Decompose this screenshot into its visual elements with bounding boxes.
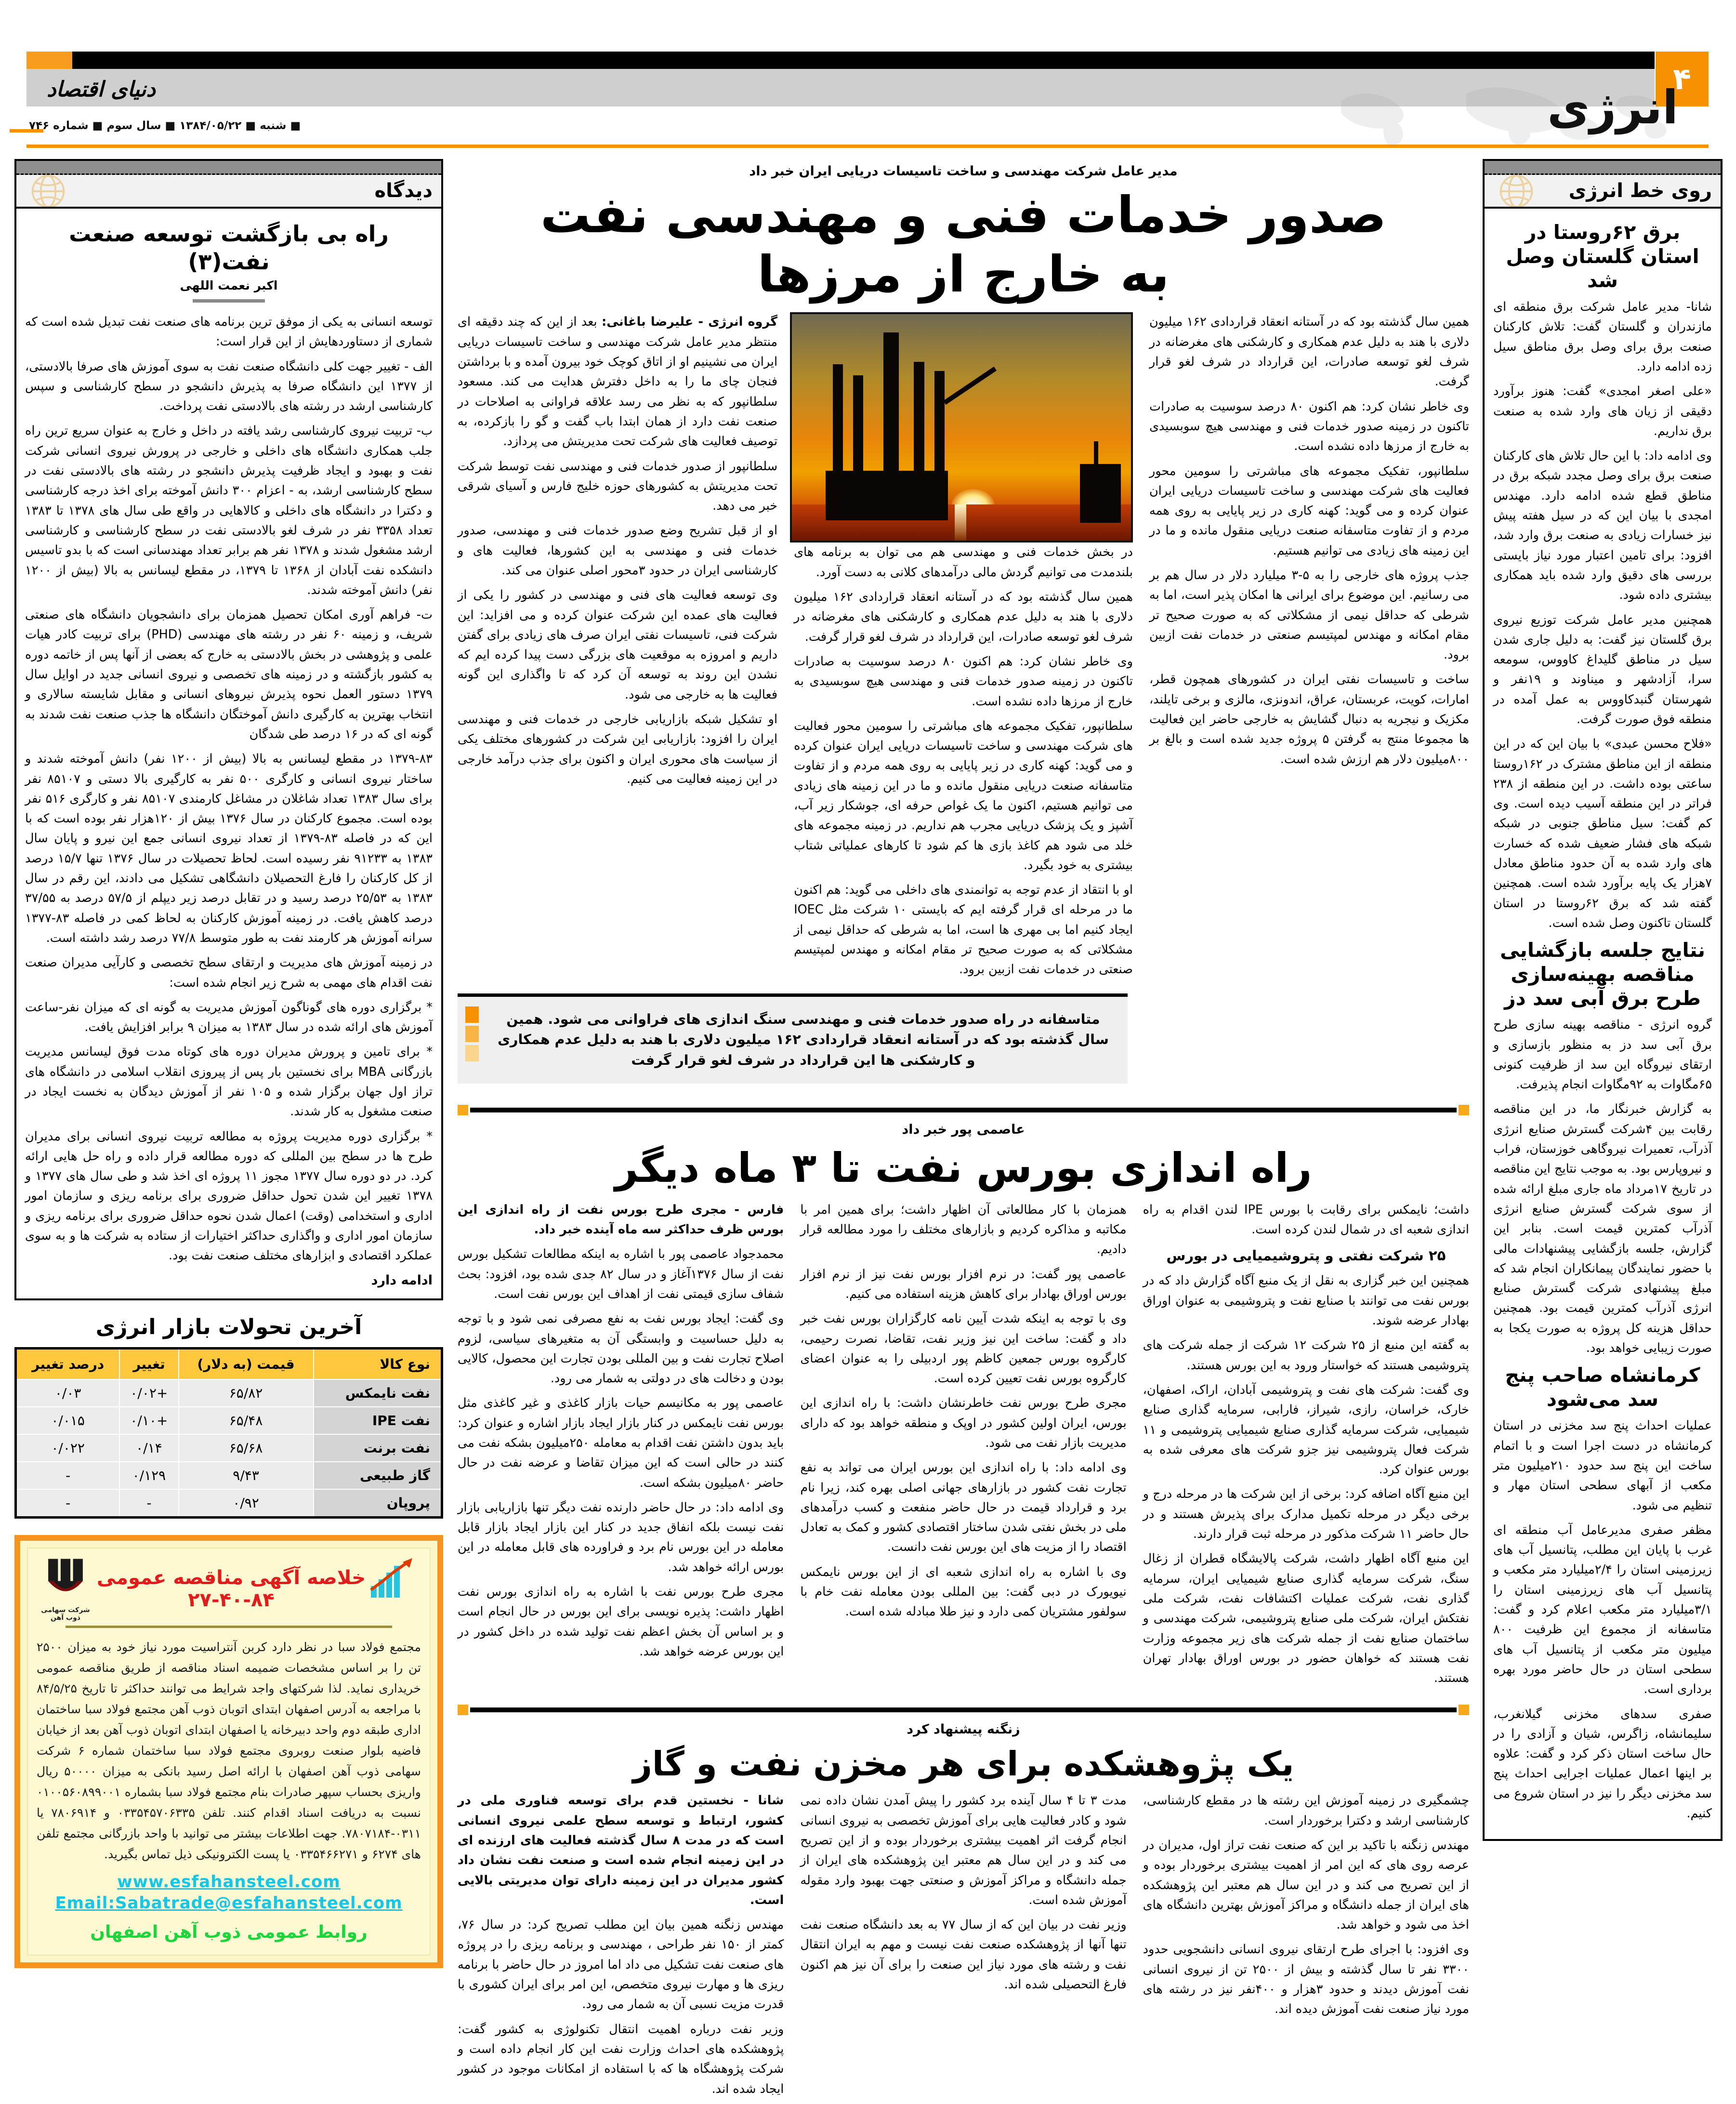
second-paragraph: وی با اشاره به راه اندازی شعبه ای از این بورس نایمکس نیویورک در دبی گفت: بین المللی بودن معامله نفت خام با سولفور مشتریان کمی دارد و نیز طلا مبادله شده است. <box>800 1564 1127 1619</box>
second-article-col-3 <box>1143 1200 1469 1694</box>
divider-cap-right <box>1459 1705 1469 1715</box>
steel-logo-mark <box>37 1556 94 1604</box>
sidebar-item-kermanshah-dams <box>1493 1363 1712 1824</box>
third-article-col-3 <box>1143 1791 1469 2024</box>
third-lead-paragraph <box>458 1791 784 1910</box>
page-number: ۴ <box>1673 61 1691 96</box>
cell-price: ۶۵/۶۸ <box>179 1434 314 1462</box>
second-paragraph: عاصمی پور به مکانیسم حیات بازار کاغذی و غیر کاغذی مثل بورس نفت نایمکس در کنار بازار ایجاد بازار اشاره و عنوان کرد: باید بدون داشتن نفت اقدام به معامله ۲۵۰میلیون بشکه نفت می کنند در حالی است که این میزان تقاضا و عرضه نفت در حال حاضر ۸۰میلیون بشکه است. <box>458 1396 784 1490</box>
second-article-col-1 <box>458 1200 784 1667</box>
table-row <box>16 1462 442 1489</box>
ad-header <box>37 1556 421 1622</box>
main-paragraph: جذب پروژه های خارجی را به ۵-۳ میلیارد دلار در سال هم بر می رسانیم. این موضوع برای ایرانی ها امکان پذیر است، اما به شرطی که حداقل نیمی از مشکلاتی که به صورت صحیح تر مقام امکانه و مهندس لمپتیسم صنعتی در خدمات نفت ازبین برود. <box>1149 568 1469 662</box>
section-flag-energy-line <box>1483 159 1723 209</box>
second-paragraph: این منبع آگاه اظهار داشت، شرکت پالایشگاه قطران از زغال سنگ، شرکت سرمایه گذاری صنایع شیمیایی ایران، سرمایه گذاری نفت، شرکت عملیات اکتشافات نفت، شرکت ملی نفتکش ایران، شرکت ملی صنایع پتروشیمی، شرکت مهندسی و ساختمان صنایع نفت از جمله شرکت های زیر مجموعه وزارت نفت هستند که خواهان حضور در بورس اوراق بهادار تهران هستند. <box>1143 1551 1469 1686</box>
main-content-column <box>458 159 1469 2104</box>
cell-pct: ۰/۰۱۵ <box>16 1407 120 1434</box>
th-price: قیمت (به دلار) <box>179 1348 314 1379</box>
second-paragraph: وی گفت: شرکت های نفت و پتروشیمی آبادان، اراک، اصفهان، خارک، خراسان، رازی، شیراز، فارابی، سرمایه گذاری صنایع شیمیایی، شرکت سرمایه گذاری صنایع شیمیایی پتروشیمی و ۱۱ شرکت فعال پتروشیمی نیز جزو شرکت های معرفی شده به بورس عنوان کرد. <box>1143 1382 1469 1477</box>
section-divider <box>458 1105 1469 1115</box>
ad-logo <box>37 1556 94 1622</box>
main-article-kicker: مدیر عامل شرکت مهندسی و ساخت تاسیسات دریایی ایران خبر داد <box>749 164 1178 179</box>
ad-website-link[interactable]: www.esfahansteel.com <box>117 1872 341 1892</box>
byline: گروه انرژی - علیرضا باغانی: <box>602 315 778 330</box>
second-lead-paragraph <box>458 1200 784 1240</box>
sidebar-paragraph: گروه انرژی - مناقصه بهینه سازی طرح برق آبی سد دز به منظور بازسازی و ارتقای نیروگاه این سد از ظرفیت کنونی ۶۵مگاوات به ۹۲مگاوات انجام پذیرفت. <box>1493 1018 1712 1092</box>
table-row <box>16 1489 442 1518</box>
chip-2 <box>465 1026 479 1042</box>
oil-rig-sunset-photo <box>790 312 1133 543</box>
third-article-headline: یک پژوهشکده برای هر مخزن نفت و گاز <box>632 1744 1294 1784</box>
rig-platform <box>826 471 947 520</box>
main-paragraph: وی خاطر نشان کرد: هم اکنون ۸۰ درصد سوسیت به صادرات تاکنون در زمینه صدور خدمات فنی و مهندسی هیچ سوبسیدی به خارج از مرزها داده نشده است. <box>794 654 1133 709</box>
cell-pct: ۰/۰۳ <box>16 1379 120 1407</box>
section-flag-opinion <box>14 159 443 209</box>
second-lead: فارس - مجری طرح بورس نفت از راه اندازی این بورس ظرف حداکثر سه ماه آینده خبر داد. <box>458 1202 784 1237</box>
opinion-author: اکبر نعمت اللهی <box>180 278 278 292</box>
table-row <box>16 1434 442 1462</box>
chip-3 <box>465 1045 479 1061</box>
second-article-subhead: ۲۵ شرکت نفتی و پتروشیمیایی در بورس <box>1166 1247 1446 1264</box>
third-paragraph: وزیر نفت درباره اهمیت انتقال تکنولوژی به کشور گفت: پژوهشکده های احداث وزارت نفت این کار انجام داده است و شرکت پژوهشگاه ها که با استفاده از امکانات موجود در کشور ایجاد شده اند. <box>458 2022 784 2096</box>
ad-title: خلاصه آگهی مناقصه عمومی ۸۴-۴۰-۲۷ <box>96 1566 366 1611</box>
sidebar-paragraph: شانا- مدیر عامل شرکت برق منطقه ای مازندران و گلستان گفت: تلاش کارکنان صنعت برق برای وصل برق مناطق سیل زده ادامه دارد. <box>1493 300 1712 374</box>
third-paragraph: وزیر نفت در بیان این که از سال ۷۷ به بعد دانشگاه صنعت نفت تنها آنها از پژوهشکده صنعت نفت نیست و مهم به ایران انتقال نفت و رشته های مورد نیاز این صنعت را برای آن نیز هم اکنون فارغ التحصیلی شده اند. <box>800 1918 1127 1992</box>
opinion-paragraph: توسعه انسانی به یکی از موفق ترین برنامه های صنعت نفت تبدیل شده است که شماری از دستاوردهایش از این قرار است: <box>25 315 433 349</box>
main-article-col-right <box>458 312 777 794</box>
ad-divider <box>66 1626 392 1628</box>
paper-logo: دنیای اقتصاد <box>47 77 156 102</box>
pull-quote-chips <box>465 1006 479 1064</box>
cell-change: ۰/۱۴ <box>119 1434 178 1462</box>
main-paragraph: او از قبل تشریح وضع صدور خدمات فنی و مهندسی، صدور خدمات فنی و مهندسی به این کشورها، فعالیت های و کارشناسی ایران در حدود ۳محور اصلی عنوان می کند. <box>458 523 778 578</box>
third-paragraph: وی افزود: با اجرای طرح ارتقای نیروی انسانی دانشجویی حدود ۳۳۰۰ نفر تا سال گذشته و بیش از ۲۵۰۰ تن از نیروی انسانی نفت آموزش دیدند و حدود ۳هزار و ۴۰۰نفر نیز در رشته های مورد نیاز صنعت نفت آموزش دیده اند. <box>1143 1942 1469 2017</box>
cell-price: ۶۵/۸۲ <box>179 1379 314 1407</box>
cell-price: ۶۵/۴۸ <box>179 1407 314 1434</box>
pull-quote-box <box>458 993 1128 1084</box>
third-paragraph: مهندس زنگنه همین بیان این مطلب تصریح کرد: در سال ۷۶، کمتر از ۱۵۰ نفر طراحی ، مهندسی و برنامه ریزی را در پروژه های صنعت نفت تشکیل می داد اما امروز در حال حاضر با برنامه ریزی ها و مهارت نیروی متخصص، این امر برای ایران کشوری با قدرت مزیت نسبی آن به شمار می رود. <box>458 1918 784 2012</box>
main-paragraph: سلطانپور، تفکیک مجموعه های مباشرتی را سومین محور فعالیت های شرکت مهندسی و ساخت تاسیسات دریایی ایران عنوان کرده و می گوید: کهنه کاری در زیر پایایی به روی همه مردم و از تفاوت متاسفانه صنعت دریایی منقول مانده و ما در این زمینه های زیادی می توانیم هستیم. <box>1149 463 1469 558</box>
cell-commodity: نفت IPE <box>314 1407 442 1434</box>
third-lead: شانا - نخستین قدم برای توسعه فناوری ملی در کشور، ارتباط و توسعه سطح علمی نیروی انسانی است که در مدت ۸ سال گذشته فعالیت های ارزنده ای در این زمینه انجام شده است و صنعت نفت نشان داد کشور مدیران در این زمینه دارای توان مدیریتی بالایی است. <box>458 1793 784 1907</box>
main-paragraph: او با انتقاد از عدم توجه به توانمندی های داخلی می گوید: هم اکنون ما در مرحله ای قرار گرفته ایم که بایستی ۱۰ شرکت مثل IOEC ایجاد کنیم اما بی مهری ها است، اما به شرطی که حداقل نیمی از مشکلاتی که به صورت صحیح تر مقام امکانه و مهندس لمپتیسم صنعتی در خدمات نفت ازبین برود. <box>794 883 1133 977</box>
second-paragraph: محمدجواد عاصمی پور با اشاره به اینکه مطالعات تشکیل بورس نفت از سال ۱۳۷۶آغاز و در سال ۸۲ جدی شده بود، افزود: بحث شفاف سازی قیمتی نفت از اهداف این بورس نفت است. <box>458 1247 784 1301</box>
third-paragraph: مدت ۳ تا ۴ سال آینده برد کشور را پیش آمدن نشان داده نمی شود و کادر فعالیت هایی برای آموزش تخصصی به نیروی انسانی انجام گرفت اثر اهمیت بیشتری برخوردار بوده و از این تصریح می کند و در این سال هم معتبر این پژوهشکده های ایران از جمله دانشگاه و مراکز آموزش و صنعتی جهت بهبود وارد مقوله آموزش شده است. <box>800 1793 1127 1907</box>
ad-body-text: مجتمع فولاد سبا در نظر دارد کربن آنتراسیت مورد نیاز خود به میزان ۲۵۰۰ تن را بر اساس مشخصات ضمیمه اسناد مناقصه از طریق مناقصه عمومی خریداری نماید. لذا شرکتهای واجد شرایط می توانند حداکثر تا تاریخ ۸۴/۵/۲۵ با مراجعه به آدرس اصفهان ابتدای اتوبان ذوب آهن مجتمع فولاد سبا ساختمان اداری طبقه دوم واحد دبیرخانه یا اصفهان ابتدای اتوبان ذوب آهن بعد از خیابان فاضیه بلوار صنعت روبروی مجتمع فولاد سبا ساختمان شماره ۶ شرکت سهامی ذوب آهن اصفهان با ارائه اصل رسید بانکی به میزان ۵۰۰۰۰ ریال واریزی بحساب سپهر صادرات بنام مجتمع فولاد سبا بشماره ۰۱۰۰۵۶۰۸۹۹۰۰۱ نسبت به دریافت اسناد اقدام کنند. تلفن ۰۳۳۵۴۵۷۰۶۳۳۵ و ۷۸۰۶۹۱۴ یا ۰۳۱۱-۷۸۰۷۱۸۴. جهت اطلاعات بیشتر می توانید با واحد بازرگانی مجتمع تلفن های ۶۲۷۴ و ۰۳۳۵۴۶۶۲۷۱ یا پست الکترونیکی ذیل تماس بگیرید. <box>37 1640 421 1861</box>
cell-commodity: نفت نایمکس <box>314 1379 442 1407</box>
main-paragraph: وی خاطر نشان کرد: هم اکنون ۸۰ درصد سوسیت به صادرات تاکنون در زمینه صدور خدمات فنی و مهندسی هیچ سوبسیدی به خارج از مرزها داده نشده است. <box>1149 399 1469 454</box>
th-change: تغییر <box>119 1348 178 1379</box>
opinion-paragraph: ب- تربیت نیروی کارشناسی رشد یافته در داخل و خارج به عنوان سریع ترین راه جلب همکاری دانشگاه های داخلی و خارجی در پرورش نیروی انسانی شرکت نفت و بهبود و ایجاد ظرفیت پذیرش دانشجو در رشته های بالادستی نفت در سطح کارشناسی ارشد، به - اعزام ۳۰۰ دانش آموخته برای اخذ درجه کارشناسی و دکترا در دانشگاه های داخلی و کالاهایی در واقع طی سال های ۱۳۷۸ تا ۱۳۸۳ تعداد ۳۳۵۸ نفر در شرف لغو بالادستی نفت در سطح کارشناسی و کارشناسی ارشد مشغول شدند و ۱۳۷۸ نفر هم برابر تعداد مهندسانی است که با بدو تاسیس دانشکده نفت آبادان از ۱۳۶۸ تا ۱۳۷۹، در مقطع لیسانس به بالا (بیش از ۱۲۰۰ نفر) دانش آموخته شدند. <box>25 423 433 597</box>
second-article <box>458 1122 1469 1693</box>
ad-logo-caption: شرکت سهامی ذوب آهن <box>41 1606 90 1622</box>
sidebar-paragraph: همچنین مدیر عامل شرکت توزیع نیروی برق گلستان نیز گفت: به دلیل جاری شدن سیل در مناطق گلیداغ کاووس، سومعه سرا، آزادشهر و میناوند و ۱۹نفر و شهرستان گنبدکاووس به عمل آمده در منطقه فوق صورت گرفت. <box>1493 612 1712 727</box>
opinion-paragraph: در زمینه آموزش های مدیریت و ارتقای سطح تخصصی و کارآیی مدیران صنعت نفت اقدام های مهمی به شرح زیر انجام شده است: <box>25 955 433 990</box>
main-paragraph: همین سال گذشته بود که در آستانه انعقاد قراردادی ۱۶۲ میلیون دلاری با هند به دلیل عدم همکاری و کارشکنی های مغرضانه در شرف لغو توسعه صادرات، این قرارداد در شرف لغو قرار گرفت. <box>794 590 1133 644</box>
divider-cap-left <box>458 1705 468 1715</box>
opinion-paragraph: * برگزاری دوره مدیریت پروژه به مطالعه تربیت نیروی انسانی برای مدیران طرح ها در سطح بین المللی که دوره مطالعه قرار داده و راه حل هایی ارائه کرد. در دو دوره سال ۱۳۷۷ مجوز ۱۱ پروژه ای اخذ شد و طی سال های ۱۳۷۷ و ۱۳۷۸ تغییر این شدن تحول حداقل ضروری برای برنامه ریزی و سازمان امور اداری و استخدامی (وقت) اعمال شدن نحوه حداقل ضروری برای برنامه ریزی و سازمان امور اداری و واگذاری حداکثر اختیارات از ستاده به شرکت ها و به سوی عملکرد اقتصادی و ابزارهای مختلف صنعت نفت بود. <box>25 1129 433 1263</box>
opinion-paragraph: * برای تامین و پرورش مدیران دوره های کوتاه مدت فوق لیسانس مدیریت بازرگانی MBA برای نخستین بار پس از پیروزی انقلاب اسلامی در دانشگاه های تراز اول جهان برگزار شده و ۱۰۵ نفر از آموزش دیدگان به نخست ایجاد در صنعت مشغول به کار شدند. <box>25 1045 433 1119</box>
main-article <box>458 164 1469 1093</box>
globe-icon <box>25 172 71 209</box>
third-article-col-1 <box>458 1791 784 2104</box>
sidebar-paragraph: «فلاح محسن عبدی» با بیان این که در این منطقه از این مناطق مشترک در ۱۶۲روستا ساعتی بوده داشت. در این منطقه از ۲۳۸ فراتر در این منطقه آسیب دیده است. وی کم گفت: سیل مناطق جنوبی در شبکه شبکه های فشار ضعیف شده که خسارت های وارد شده به آن حدود مناطق معادل ۷هزار یک پایه برآورد شده است. همچنین گفته شد که برق ۶۲روستا در استان گلستان تاکنون وصل شده است. <box>1493 737 1712 930</box>
second-paragraph: وی ادامه داد: با راه اندازی این بورس ایران می تواند به نفع تجارت نفت کشور در بازارهای جهانی اصلی بهره کند، زیرا نام برد و قرارداد قیمت در حال حاضر منفعت و کسب درآمدهای ملی در بخش نفتی شدن ساختار اقتصادی کشور و کمک به تعادل اقتصاد را از مزیت های این بورس نفت دانست. <box>800 1460 1127 1555</box>
main-article-col-middle <box>794 312 1133 984</box>
opinion-paragraph: * برگزاری دوره های گوناگون آموزش مدیریت به گونه ای که میزان نفر-ساعت آموزش های ارائه شده در سال ۱۳۸۳ به میزان ۹ برابر افزایش یافت. <box>25 1000 433 1035</box>
th-commodity: نوع کالا <box>314 1348 442 1379</box>
ad-public-relations-line: روابط عمومی ذوب آهن اصفهان <box>90 1922 368 1942</box>
issue-date-line: ■ شنبه ■ ۱۳۸۴/۰۵/۲۲ ■ سال سوم ■ شماره ۷۴۶ <box>29 119 301 132</box>
sidebar-paragraph: مظفر صفری مدیرعامل آب منطقه ای غرب با پایان این مطلب، پتانسیل آب های زیرزمینی استان را ۲/۴میلیارد متر مکعب و پتانسیل آب های زیرزمینی استان را ۳/۱میلیارد متر مکعب اعلام کرد و گفت: متاسفانه از مجموع این ظرفیت ۸۰۰ میلیون متر مکعب از پتانسیل آب های سطحی استان در حال حاضر مورد بهره برداری است. <box>1493 1522 1712 1697</box>
vessel-mast <box>1094 441 1099 473</box>
sidebar-item-title: برق ۶۲روستا در استان گلستان وصل شد <box>1506 221 1699 292</box>
section-title: انرژی <box>1547 80 1678 134</box>
second-article-headline: راه اندازی بورس نفت تا ۳ ماه دیگر <box>615 1144 1312 1191</box>
sidebar-paragraph: صفری سدهای مخزنی گیلانغرب، سلیمانشاه، زاگرس، شیان و آزادی را در حال ساخت استان ذکر کرد و گفت: علاوه بر اینها اعمال عملیات اجرایی احداث پنج سد مخزنی دیگر را نیز در استان شروع می کنیم. <box>1493 1707 1712 1821</box>
cell-pct: ۰/۰۲۲ <box>16 1434 120 1462</box>
globe-icon <box>1493 172 1539 209</box>
main-article-col-left <box>1149 312 1469 774</box>
main-paragraph: او تشکیل شبکه بازاریابی خارجی در خدمات فنی و مهندسی ایران را افزود: بازاریابی این شرکت در کشورهای مختلف یکی از سیاست های محوری ایران و اکنون برای جذب درآمد خارجی در این زمینه فعالیت می کنیم. <box>458 712 778 786</box>
main-headline-line1: صدور خدمات فنی و مهندسی نفت <box>540 185 1387 244</box>
ad-inner <box>27 1548 431 1956</box>
photo-caption: در بخش خدمات فنی و مهندسی هم می توان به برنامه های بلندمدت می توانیم گردش مالی درآمدهای کلانی به دست آورد. <box>794 545 1133 580</box>
masthead-black-bar <box>72 52 1655 69</box>
flag-title-opinion: دیدگاه <box>374 180 433 202</box>
sidebar-paragraph: «علی اصغر امجدی» گفت: هنوز برآورد دقیقی از زیان های وارد شده به صنعت برق نداریم. <box>1493 384 1712 438</box>
main-byline-paragraph <box>458 312 777 451</box>
main-paragraph: ساخت و تاسیسات نفتی ایران در کشورهای همچون قطر، امارات، کویت، عربستان، عراق، اندونزی، مالزی و برخی تایلند، مکزیک و نیجریه به دنبال گشایش به خارجی حاضر این فعالیت ها مجموعا منتج به گرفتن ۵ پروژه جدید شده است و بالغ بر ۸۰۰میلیون دلار هم ارزش شده است. <box>1149 672 1469 767</box>
ad-email-link[interactable]: Email:Sabatrade@esfahansteel.com <box>55 1893 403 1913</box>
second-paragraph: این منبع آگاه اضافه کرد: برخی از این شرکت ها در مرحله درج و برخی دیگر در مرحله تکمیل مدارک برای پذیرش هستند و در حال حاضر ۱۱ شرکت مذکور در مرحله ثبت قرار دارند. <box>1143 1487 1469 1542</box>
main-lead-text: بعد از این که چند دقیقه ای منتظر مدیر عامل شرکت مهندسی و ساخت تاسیسات دریایی ایران می نشینیم او از اتاق کوچک خود بیرون آمده و با برداشتن فنجان چای ما را به داخل دفترش هدایت می کند. مسعود سلطانپور که به نظر می رسد علاقه فراوانی به اصلاحات در صنعت نفت دارد از همان ابتدا باب گفت و گو را بازکرده، به توصیف فعالیت های شرکت تحت مدیریتش می پردازد. <box>458 315 778 449</box>
cell-change: - <box>119 1489 178 1518</box>
energy-market-table <box>14 1347 443 1519</box>
second-paragraph: عاصمی پور گفت: در نرم افزار بورس نفت نیز از نرم افزار بورس اوراق بهادار برای کاهش هزینه استفاده می کنیم. <box>800 1267 1127 1301</box>
cell-change: ۰/۱۲۹ <box>119 1462 178 1489</box>
second-paragraph: همزمان با کار مطالعاتی آن اظهار داشت؛ برای همین امر با مکاتبه و مذاکره کردیم و بازارهای مختلف را مورد مطالعه قرار دادیم. <box>800 1202 1127 1257</box>
second-paragraph: همچنین این خبر گزاری به نقل از یک منبع آگاه گزارش داد که در بورس نفت می توانند با صنایع نفت و پتروشیمی به عنوان اوراق بهادار عرضه شوند. <box>1143 1273 1469 1328</box>
sidebar-paragraph: عملیات احداث پنج سد مخزنی در استان کرمانشاه در دست اجرا است و با اتمام ساخت این پنج سد حدود ۲۱۰میلیون متر مکعب از آبهای سطحی استان مهار و تنظیم می شود. <box>1493 1418 1712 1513</box>
second-article-kicker: عاصمی پور خبر داد <box>902 1122 1025 1137</box>
flag-top-band <box>16 161 441 175</box>
sidebar-news-box <box>1483 209 1723 1841</box>
advertisement-esfahan-steel <box>14 1535 443 1968</box>
cell-pct: - <box>16 1462 120 1489</box>
th-pct: درصد تغییر <box>16 1348 120 1379</box>
table-row <box>16 1407 442 1434</box>
sun-glint <box>955 504 966 541</box>
cell-change: +۰/۱۰ <box>119 1407 178 1434</box>
table-row <box>16 1379 442 1407</box>
cell-pct: - <box>16 1489 120 1518</box>
third-paragraph: مهندس زنگنه با تاکید بر این که صنعت نفت تراز اول، مدیران در عرصه روی های که این امر از اهمیت بیشتری برخوردار بوده و از این تصریح می کند و در این سال هم معتبر این پژوهشکده های ایران از جمله دانشگاه و مراکز آموزش بهترین دانشگاه های اخذ می شود و خواهد شد. <box>1143 1838 1469 1932</box>
cell-price: ۰/۹۲ <box>179 1489 314 1518</box>
third-article-col-2 <box>800 1791 1126 1999</box>
main-paragraph: وی توسعه فعالیت های فنی و مهندسی در کشور را یکی از فعالیت های عمده این شرکت عنوان کرده و می افزاید: این شرکت فنی، تاسیسات نفتی ایران صرف های زیادی برای گفتن داریم و امروزه به موقعیت های بزرگی دست پیدا کرده ایم که نشدن این روند به توسعه آن کرد که تا واگذاری این گونه فعالیت ها به خارجی می شود. <box>458 588 778 702</box>
opinion-article <box>14 209 443 1300</box>
energy-table-title: آخرین تحولات بازار انرژی <box>95 1314 362 1339</box>
second-article-col-2 <box>800 1200 1126 1627</box>
table-header-row <box>16 1348 442 1379</box>
cell-commodity: پروپان <box>314 1489 442 1518</box>
opinion-paragraph: ۱۳۷۹-۸۳ در مقطع لیسانس به بالا (بیش از ۱۲۰۰ نفر) دانش آموخته شدند و ساختار نیروی انسانی و کارگری ۵۰۰ نفر به کارگیری بالا دستی و ۸۵۱۰۷ نفر برای سال ۱۳۸۳ تعداد شاغلان در مشاغل کارمندی ۸۵۱۰۷ نفر و کارگری ۵۱۶ نفر بوده است. مجموع کارکنان در سال ۱۳۷۶ بیش از ۱۲۰هزار نفر بوده است که با این که در فاصله ۸۳-۱۳۷۹ از تعداد نیروی انسانی جمع این نیرو و پایان سال ۱۳۸۳ به ۹۱۲۳۳ نفر رسیده است. لحاظ تحصیلات در سال ۱۳۷۶ تنها ۱۵/۷ درصد از کل کارکنان را فارغ التحصیلان دانشگاهی تشکیل می دادند، این رقم در سال ۱۳۸۳ به ۲۵/۵۳ درصد رسید و در تقابل درصد زیر دیپلم از ۵۷/۵ درصد به ۳۷/۵۵ درصد کاهش یافت. در زمینه آموزش کارکنان به لحاظ کمی در فاصله ۸۳-۱۳۷۷ سرانه آموزش هر کارمند نفت به طور متوسط ۷۷/۸ درصد رشد داشته است. <box>25 752 433 945</box>
cell-commodity: نفت برنت <box>314 1434 442 1462</box>
main-paragraph: سلطانپور، تفکیک مجموعه های مباشرتی را سومین محور فعالیت های شرکت مهندسی و ساخت تاسیسات دریایی ایران عنوان کرده و می گوید: کهنه کاری در زیر پایایی به روی همه مردم و از تفاوت متاسفانه صنعت دریایی منقول مانده و ما در این زمینه های زیادی می توانیم هستیم، اکنون ما یک غواص حرفه ای، جوشکار زیر آب، آشپز و یک پزشک دریایی مجرب هم نداریم. در زمینه مجموعه های خلد می شود هم کاغذ بازی ها کم شود تا کارهای عملیاتی شتاب بیشتری به خود بگیرد. <box>794 718 1133 873</box>
sidebar-paragraph: به گزارش خبرنگار ما، در این مناقصه رقابت بین ۴شرکت گسترش صنایع انرژی آذرآب، تعمیرات نیروگاهی خوزستان، فراب و نیروپارس بود. به موجب نتایج این مناقصه در تاریخ ۱۷مرداد ماه جاری مبلغ ارائه شده از سوی شرکت گسترش صنایع انرژی آذرآب کمترین قیمت است. بنابر این گزارش، جلسه بازگشایی پیشنهادات مالی با حضور نمایندگان پیمانکاران انجام شد که مبلغ پیشنهادی شرکت گسترش صنایع انرژی آذرآب کمترین قیمت بود. همچنین حداقل هزینه کل پروژه به صورت یکجا به صورت زیبایی خواهد بود. <box>1493 1102 1712 1356</box>
second-paragraph: مجری طرح بورس نفت با اشاره به راه اندازی بورس نفت اظهار داشت: پذیره نویسی برای این بورس در حال انجام است و بر اساس آن بخش اعظم نفت تولید شده در داخل کشور در این بورس عرضه خواهد شد. <box>458 1585 784 1659</box>
cell-commodity: گاز طبیعی <box>314 1462 442 1489</box>
second-paragraph: وی گفت: ایجاد بورس نفت به نفع مصرفی نمی شود و با توجه به دلیل حساسیت و وابستگی آن به متغیرهای سیاسی، لزوم اصلاح تجارت نفت و بین المللی بودن تجارت این محصول، کالایی بودن و دخالت های در دولتی به شمار می رود. <box>458 1311 784 1386</box>
main-article-headline <box>458 185 1469 304</box>
sidebar-item-title: نتایج جلسه بازگشایی مناقصه بهینه‌سازی طرح برق آبی سد دز <box>1499 939 1706 1010</box>
masthead <box>0 0 1736 145</box>
chip-1 <box>465 1006 479 1023</box>
third-article <box>458 1722 1469 2104</box>
pull-quote-text: متاسفانه در راه صدور خدمات فنی و مهندسی سنگ اندازی های فراوانی می شود. همین سال گذشته بود که در آستانه انعقاد قراردادی ۱۶۲ میلیون دلاری با هند به دلیل عدم همکاری و کارشکنی ها این قرارداد در شرف لغو قرار گرفت <box>497 1011 1109 1069</box>
main-headline-line2: به خارج از مرزها <box>757 244 1170 304</box>
opinion-paragraph: ت- فراهم آوری امکان تحصیل همزمان برای دانشجویان دانشگاه های صنعتی شریف، و زمینه ۶۰ نفر در رشته های مهندسی (PHD) برای تربیت کادر هیات علمی و پژوهشی در بخش بالادستی به خارج که بعضی از آنها پس از خاتمه دوره به کشور بازگشته و در زمینه های تخصصی و نیروی انسانی جدید در اوایل سال ۱۳۷۹ دستور العمل نحوه پذیرش نیروهای انسانی و مقابل شایسته سالاری و انتخاب بهترین به کارگیری دانش آموختگان دانشگاه ها جذب صنعت نفت شدند به گونه ای که در ۱۶ درصد طی شدگان <box>25 608 433 741</box>
left-column <box>14 159 443 1968</box>
opinion-title: راه بی بازگشت توسعه صنعت نفت(۳) <box>69 221 389 275</box>
divider-bar <box>470 1108 1457 1112</box>
cell-price: ۹/۴۳ <box>179 1462 314 1489</box>
sidebar-item-golestan-power <box>1493 220 1712 933</box>
right-sidebar <box>1483 159 1723 1841</box>
supply-vessel <box>1080 464 1120 523</box>
divider-cap-left <box>458 1105 468 1115</box>
main-paragraph: سلطانپور از صدور خدمات فنی و مهندسی نفت توسط شرکت تحت مدیریتش به کشورهای حوزه خلیج فارس و آسیای شرقی خبر می دهد. <box>458 459 778 514</box>
third-paragraph: چشمگیری در زمینه آموزش این رشته ها در مقطع کارشناسی، کارشناسی ارشد و دکترا برخوردار است. <box>1143 1793 1469 1828</box>
second-paragraph: وی ادامه داد: در حال حاضر دارنده نفت دیگر تنها بازاریابی بازار نفت نیست بلکه انفاق جدید در کنار این بازار ایجاد بازار قابل معامله در این بورس نام برد و فراورده های قابل معامله در این بورس ارائه خواهد شد. <box>458 1500 784 1575</box>
second-paragraph: وی با توجه به اینکه شدت آیین نامه کارگزاران بورس نفت خبر داد و گفت: ساخت این نیز وزیر نفت، تقاضا، نصرت رحیمی، کارگروه بورس جمعین کاظم پور اردبیلی را به عنوان اعضای کارگروه بورس نفت تعیین کرده است. <box>800 1311 1127 1386</box>
flag-body <box>16 175 441 207</box>
main-paragraph: همین سال گذشته بود که در آستانه انعقاد قراردادی ۱۶۲ میلیون دلاری با هند به دلیل عدم همکاری و کارشکنی های مغرضانه در شرف لغو توسعه صادرات، این قرارداد در شرف لغو قرار گرفت. <box>1149 315 1469 389</box>
chart-arrow-icon <box>368 1556 421 1600</box>
sidebar-item-dez-dam-tender <box>1493 938 1712 1358</box>
opinion-paragraph: الف - تغییر جهت کلی دانشگاه صنعت نفت به سوی آموزش های صرفا بالادستی، از ۱۳۷۷ این دانشگاه صرفا به پذیرش دانشجو در سطح کارشناسی و سپس کارشناسی ارشد در رشته های بالادستی نفت پرداخت. <box>25 359 433 414</box>
flag-body <box>1485 175 1721 207</box>
continued-label: ادامه دارد <box>371 1272 433 1288</box>
second-paragraph: مجری طرح بورس نفت خاطرنشان داشت: با راه اندازی این بورس، ایران اولین کشور در اوپک و منطقه خواهد بود که دارای مدیریت بازار نفت می شود. <box>800 1396 1127 1450</box>
divider-cap-right <box>1459 1105 1469 1115</box>
opinion-divider <box>193 299 265 303</box>
crane-boom <box>943 367 997 405</box>
sidebar-item-title: کرمانشاه صاحب پنج سد می‌شود <box>1505 1363 1700 1411</box>
sidebar-paragraph: وی ادامه داد: با این حال تلاش های کارکنان صنعت برق برای وصل مجدد شبکه برق در مناطق قطع شده ادامه دارد. مهندس امجدی با بیان این که در سیل هفته پیش نیز خسارات زیادی به صنعت برق وارد شد، افزود: برای تامین اعتبار مورد نیاز بایستی بررسی های دقیق وارد شده باید همکاری بیشتری داده شود. <box>1493 449 1712 603</box>
second-paragraph: به گفته این منبع از ۲۵ شرکت ۱۲ شرکت از جمله شرکت های پتروشیمی هستند که خواستار ورود به این بورس هستند. <box>1143 1338 1469 1373</box>
second-paragraph: داشت؛ نایمکس برای رقابت با بورس IPE لندن اقدام به راه اندازی شعبه ای در شمال لندن کرده است. <box>1143 1202 1469 1237</box>
section-divider <box>458 1705 1469 1715</box>
cell-change: +۰/۰۲ <box>119 1379 178 1407</box>
third-article-kicker: زنگنه پیشنهاد کرد <box>907 1722 1020 1737</box>
flag-title-energy-line: روی خط انرژی <box>1568 180 1712 202</box>
divider-bar <box>470 1707 1457 1712</box>
